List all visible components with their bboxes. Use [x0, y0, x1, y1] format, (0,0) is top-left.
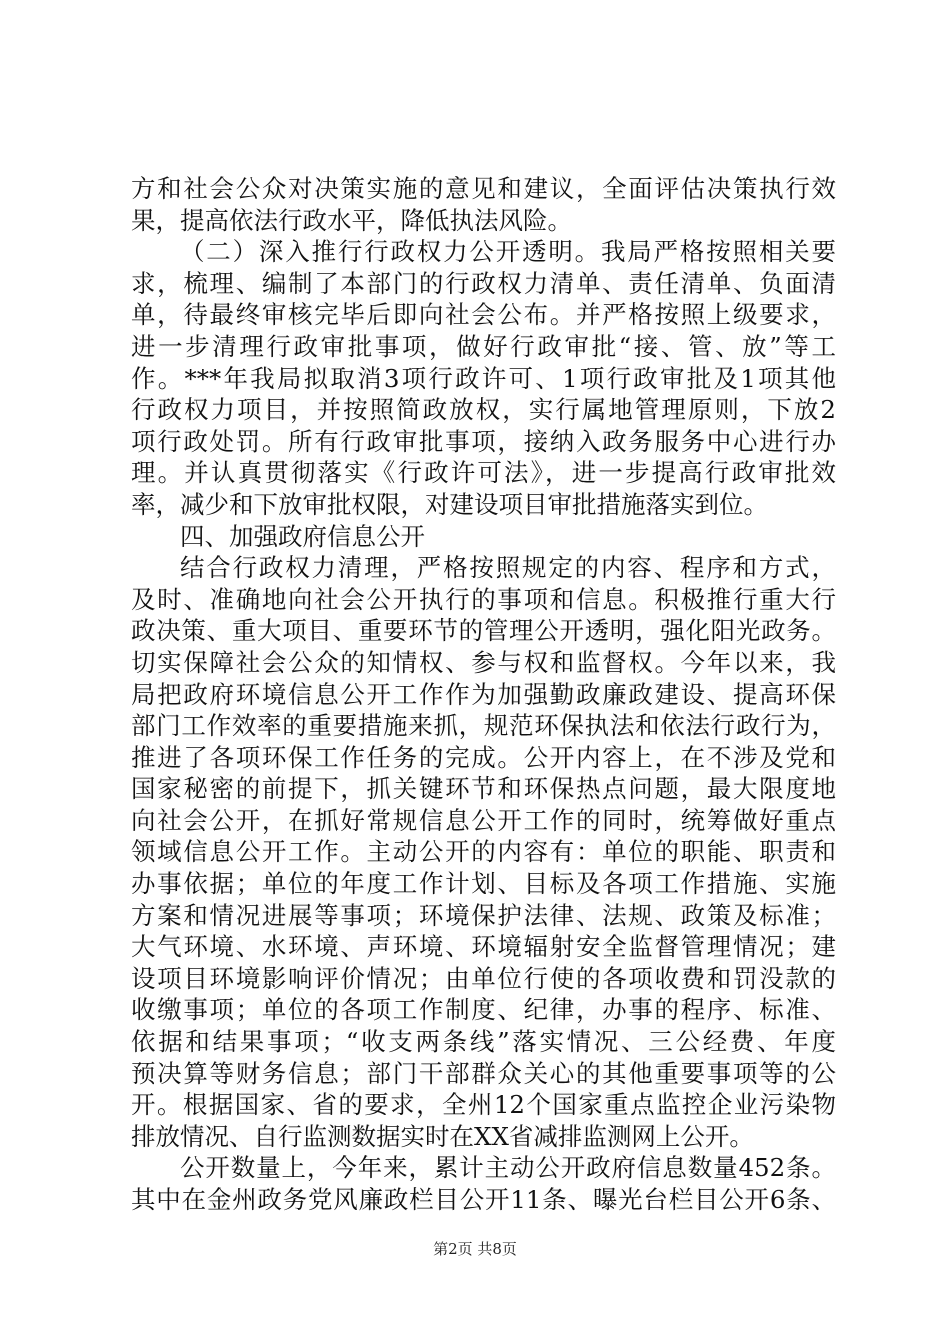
text-line: 切实保障社会公众的知情权、参与权和监督权。今年以来，我 [131, 647, 836, 677]
document-body [131, 173, 836, 1216]
page-footer: 第2页 共8页 [433, 1240, 517, 1258]
text-line: 四、加强政府信息公开 [180, 521, 425, 551]
text-line: 其中在金州政务党风廉政栏目公开11条、曝光台栏目公开6条、 [131, 1185, 836, 1214]
text-line: 大气环境、水环境、声环境、环境辐射安全监督管理情况；建 [131, 932, 836, 962]
text-line: 收缴事项；单位的各项工作制度、纪律，办事的程序、标准、 [131, 995, 836, 1025]
text-line: 结合行政权力清理，严格按照规定的内容、程序和方式， [180, 553, 836, 583]
text-line: 单，待最终审核完毕后即向社会公布。并严格按照上级要求， [131, 300, 836, 330]
text-line: 排放情况、自行监测数据实时在XX省减排监测网上公开。 [131, 1121, 754, 1151]
text-line: 理。并认真贯彻落实《行政许可法》，进一步提高行政审批效 [131, 458, 836, 488]
text-line: 预决算等财务信息；部门干部群众关心的其他重要事项等的公 [131, 1058, 836, 1088]
text-line: 率，减少和下放审批权限，对建设项目审批措施落实到位。 [131, 489, 768, 519]
text-line: 方和社会公众对决策实施的意见和建议，全面评估决策执行效 [131, 174, 836, 203]
text-line: 方案和情况进展等事项；环境保护法律、法规、政策及标准； [131, 900, 836, 930]
text-line: 设项目环境影响评价情况；由单位行使的各项收费和罚没款的 [131, 963, 836, 993]
text-line: 推进了各项环保工作任务的完成。公开内容上，在不涉及党和 [131, 742, 836, 772]
text-line: 项行政处罚。所有行政审批事项，接纳入政务服务中心进行办 [131, 426, 836, 456]
text-line: 求，梳理、编制了本部门的行政权力清单、责任清单、负面清 [131, 268, 836, 298]
text-line: 国家秘密的前提下，抓关键环节和环保热点问题，最大限度地 [131, 774, 836, 804]
text-line: 公开数量上，今年来，累计主动公开政府信息数量452条。 [180, 1153, 836, 1183]
text-line: 办事依据；单位的年度工作计划、目标及各项工作措施、实施 [131, 869, 836, 899]
text-line: 及时、准确地向社会公开执行的事项和信息。积极推行重大行 [131, 584, 836, 614]
text-line: 部门工作效率的重要措施来抓，规范环保执法和依法行政行为， [131, 711, 836, 741]
text-line: 依据和结果事项；“收支两条线”落实情况、三公经费、年度 [131, 1027, 836, 1057]
text-line: 局把政府环境信息公开工作作为加强勤政廉政建设、提高环保 [131, 679, 836, 709]
text-line: 行政权力项目，并按照简政放权，实行属地管理原则，下放2 [131, 395, 836, 425]
text-line: 进一步清理行政审批事项，做好行政审批“接、管、放”等工 [131, 331, 836, 361]
text-line: 开。根据国家、省的要求，全州12个国家重点监控企业污染物 [131, 1090, 836, 1120]
text-line: 领域信息公开工作。主动公开的内容有：单位的职能、职责和 [131, 837, 836, 867]
text-line: 政决策、重大项目、重要环节的管理公开透明，强化阳光政务。 [131, 616, 836, 646]
text-line: 作。***年我局拟取消3项行政许可、1项行政审批及1项其他 [131, 363, 836, 393]
text-line: 果，提高依法行政水平，降低执法风险。 [131, 205, 572, 235]
text-line: 向社会公开，在抓好常规信息公开工作的同时，统筹做好重点 [131, 805, 836, 835]
text-line: （二）深入推行行政权力公开透明。我局严格按照相关要 [180, 237, 836, 267]
